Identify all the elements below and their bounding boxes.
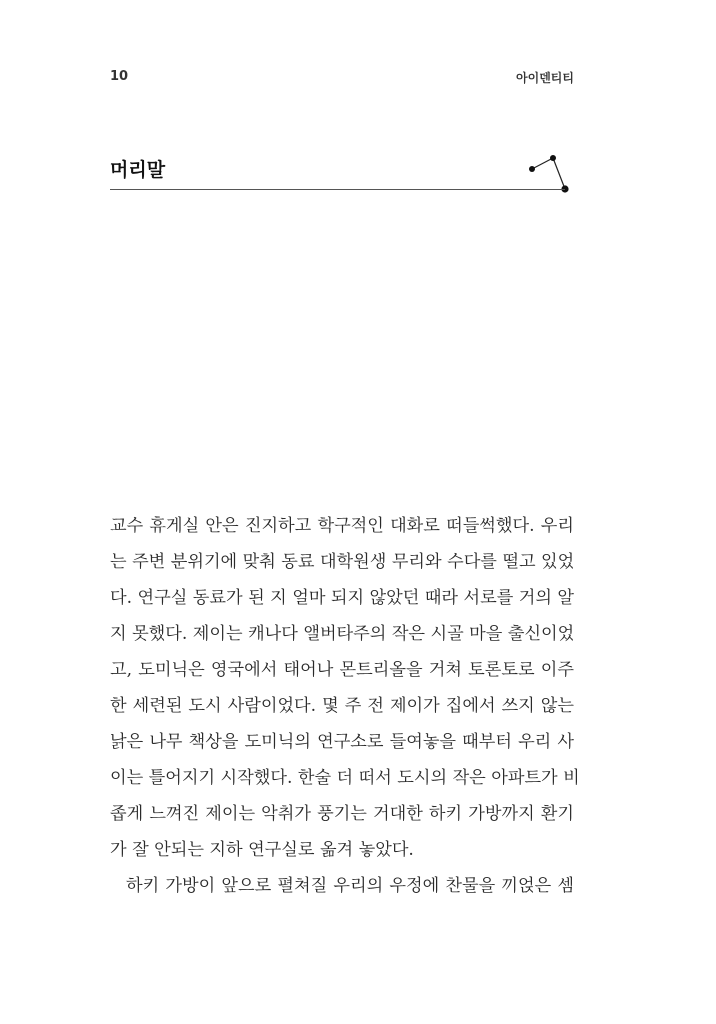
text-line: 는 주변 분위기에 맞춰 동료 대학원생 무리와 수다를 떨고 있었 — [110, 552, 575, 572]
chapter-title: 머리말 — [110, 159, 166, 181]
running-head-title: 아이덴티티 — [516, 71, 574, 85]
text-line: 다. 연구실 동료가 된 지 얼마 되지 않았던 때라 서로를 거의 알 — [110, 588, 575, 608]
text-line: 가 잘 안되는 지하 연구실로 옮겨 놓았다. — [110, 840, 414, 860]
page-number: 10 — [110, 69, 129, 84]
text-line: 교수 휴게실 안은 진지하고 학구적인 대화로 떠들썩했다. 우리 — [110, 516, 574, 536]
text-line: 낡은 나무 책상을 도미닉의 연구소로 들여놓을 때부터 우리 사 — [110, 732, 574, 752]
body-text — [110, 508, 580, 904]
text-line: 한 세련된 도시 사람이었다. 몇 주 전 제이가 집에서 쓰지 않는 — [110, 696, 574, 716]
text-line: 하키 가방이 앞으로 펼쳐질 우리의 우정에 찬물을 끼얹은 셈 — [126, 876, 574, 896]
title-divider — [110, 189, 565, 190]
text-line: 고, 도미닉은 영국에서 태어나 몬트리올을 거쳐 토론토로 이주 — [110, 660, 574, 680]
text-line: 이는 틀어지기 시작했다. 한술 더 떠서 도시의 작은 아파트가 비 — [110, 768, 580, 788]
text-line: 지 못했다. 제이는 캐나다 앨버타주의 작은 시골 마을 출신이었 — [110, 624, 575, 644]
text-line: 좁게 느껴진 제이는 악취가 풍기는 거대한 하키 가방까지 환기 — [110, 804, 574, 824]
